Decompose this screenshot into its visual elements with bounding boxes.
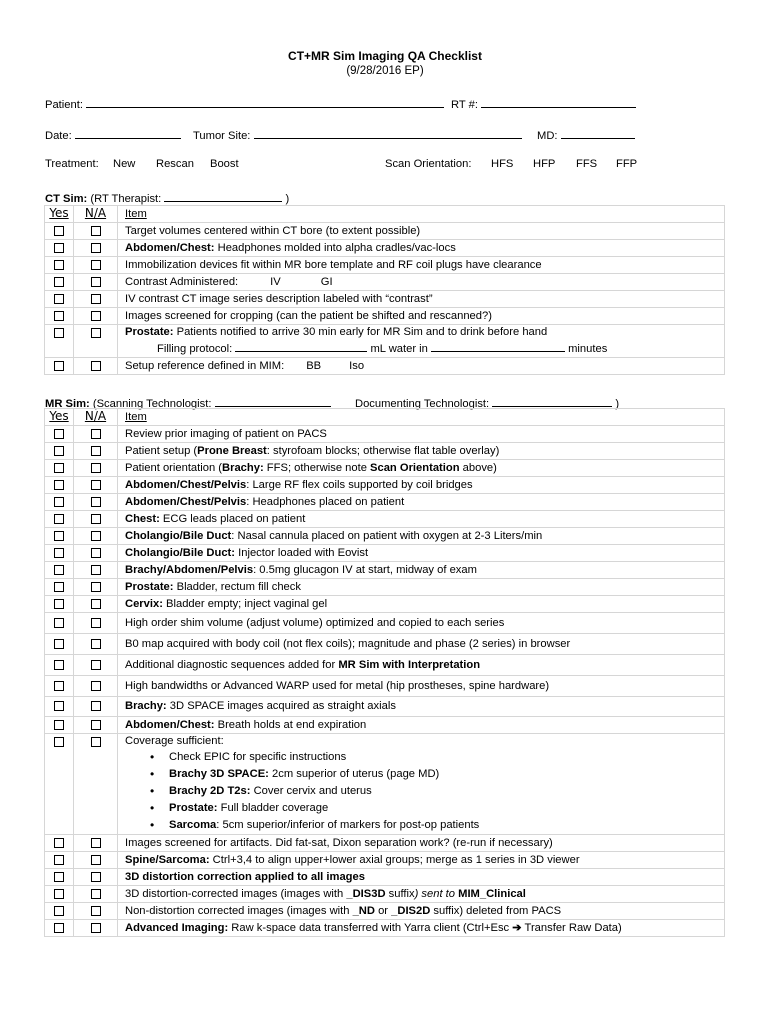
table-row: [45, 358, 725, 375]
yes-checkbox[interactable]: [54, 889, 64, 899]
table-row: [45, 886, 725, 903]
col-item: Item: [125, 207, 147, 220]
item-text: Non-distortion corrected images (images with: [125, 904, 353, 917]
item-label: Abdomen/Chest:: [125, 718, 215, 731]
yes-checkbox[interactable]: [54, 497, 64, 507]
na-checkbox[interactable]: [91, 701, 101, 711]
table-row: [45, 579, 725, 596]
na-checkbox[interactable]: [91, 480, 101, 490]
item-text: Injector loaded with Eovist: [235, 546, 369, 559]
rt-label: RT #:: [451, 99, 478, 111]
scanning-tech-line[interactable]: [215, 395, 331, 407]
table-row: [45, 545, 725, 562]
filling-protocol-line[interactable]: [235, 340, 367, 352]
table-header-row: [45, 206, 725, 223]
item-text: Headphones molded into alpha cradles/vac-locs: [214, 241, 456, 254]
item-label: 3D distortion correction applied to all images: [125, 870, 365, 883]
item-label: Brachy 2D T2s:: [169, 785, 251, 797]
table-row: [45, 494, 725, 511]
na-checkbox[interactable]: [91, 446, 101, 456]
yes-checkbox[interactable]: [54, 855, 64, 865]
na-checkbox[interactable]: [91, 639, 101, 649]
table-row: [45, 325, 725, 358]
page-subtitle: (9/28/2016 EP): [346, 65, 424, 77]
item-text: Patients notified to arrive 30 min early for MR Sim and to drink before hand: [173, 326, 548, 338]
filling-protocol-label: Filling protocol:: [157, 343, 233, 355]
orientation-option-hfp[interactable]: HFP: [533, 158, 556, 170]
na-checkbox[interactable]: [91, 463, 101, 473]
na-checkbox[interactable]: [91, 361, 101, 371]
yes-checkbox[interactable]: [54, 446, 64, 456]
ct-therapist-line[interactable]: [164, 190, 282, 202]
item-label: _DIS3D: [346, 887, 386, 900]
tumor-site-label: Tumor Site:: [193, 130, 251, 142]
item-label: Sarcoma: [169, 819, 217, 831]
list-item: [169, 766, 724, 783]
item-text: : styrofoam blocks; otherwise flat table overlay): [266, 444, 500, 457]
yes-checkbox[interactable]: [54, 639, 64, 649]
orientation-option-hfs[interactable]: HFS: [491, 158, 514, 170]
na-checkbox[interactable]: [91, 294, 101, 304]
item-text: Coverage sufficient:: [125, 735, 224, 747]
item-label: Prostate:: [125, 326, 174, 338]
col-na: N/A: [84, 409, 107, 423]
ct-sim-table: [44, 205, 725, 375]
yes-checkbox[interactable]: [54, 311, 64, 321]
na-checkbox[interactable]: [91, 618, 101, 628]
na-checkbox[interactable]: [91, 855, 101, 865]
item-text: Review prior imaging of patient on PACS: [125, 427, 327, 440]
item-label: Prostate:: [169, 802, 218, 814]
coverage-list: [125, 749, 724, 834]
yes-checkbox[interactable]: [54, 838, 64, 848]
item-text: High order shim volume (adjust volume) optimized and copied to each series: [125, 616, 505, 629]
item-text: Bladder, rectum fill check: [173, 580, 301, 593]
table-row: [45, 852, 725, 869]
treatment-option-new[interactable]: New: [113, 158, 136, 170]
item-label: Abdomen/Chest:: [125, 241, 215, 254]
tumor-site-line[interactable]: [254, 127, 522, 139]
table-header-row: [45, 409, 725, 426]
item-text: High bandwidths or Advanced WARP used for metal (hip prostheses, spine hardware): [125, 679, 550, 692]
table-row: [45, 223, 725, 240]
na-checkbox[interactable]: [91, 599, 101, 609]
contrast-option-iv[interactable]: IV: [270, 275, 281, 288]
date-field[interactable]: [45, 127, 181, 142]
documenting-tech-label: Documenting Technologist:: [355, 398, 490, 410]
yes-checkbox[interactable]: [54, 681, 64, 691]
item-label: Scan Orientation: [370, 461, 460, 474]
table-row: [45, 240, 725, 257]
item-text: Transfer Raw Data): [521, 921, 622, 934]
table-row: [45, 869, 725, 886]
item-label: Prone Breast: [197, 444, 267, 457]
item-text: Patient setup (: [125, 444, 198, 457]
ct-sim-title: CT Sim:: [45, 193, 88, 205]
minutes-line[interactable]: [431, 340, 565, 352]
yes-checkbox[interactable]: [54, 872, 64, 882]
col-yes: Yes: [49, 206, 69, 220]
na-checkbox[interactable]: [91, 243, 101, 253]
item-text: Patient orientation (: [125, 461, 223, 474]
item-label: Spine/Sarcoma:: [125, 853, 210, 866]
na-checkbox[interactable]: [91, 260, 101, 270]
col-na: N/A: [84, 206, 107, 220]
item-label: Advanced Imaging:: [125, 921, 229, 934]
table-row: [45, 274, 725, 291]
ml-water-label: mL water in: [370, 343, 428, 355]
item-label: Brachy/Abdomen/Pelvis: [125, 563, 254, 576]
yes-checkbox[interactable]: [54, 361, 64, 371]
item-text: : Headphones placed on patient: [246, 495, 405, 508]
item-text: FFS; otherwise note: [263, 461, 371, 474]
item-label: Prostate:: [125, 580, 174, 593]
na-checkbox[interactable]: [91, 923, 101, 933]
item-label: Brachy:: [125, 700, 167, 712]
minutes-label: minutes: [568, 343, 608, 355]
table-row: [45, 835, 725, 852]
na-checkbox[interactable]: [91, 906, 101, 916]
orientation-option-ffp[interactable]: FFP: [616, 158, 638, 170]
item-text: Images screened for cropping (can the patient be shifted and rescanned?): [125, 309, 492, 322]
yes-checkbox[interactable]: [54, 480, 64, 490]
item-text: Check EPIC for specific instructions: [169, 751, 347, 763]
yes-checkbox[interactable]: [54, 548, 64, 558]
item-label: _DIS2D: [391, 904, 431, 917]
yes-checkbox[interactable]: [54, 463, 64, 473]
yes-checkbox[interactable]: [54, 243, 64, 253]
item-text: : Nasal cannula placed on patient with oxygen at 2-3 Liters/min: [231, 529, 543, 542]
table-row: [45, 634, 725, 655]
table-row: [45, 596, 725, 613]
item-text: Setup reference defined in MIM:: [125, 359, 285, 372]
tumor-site-field[interactable]: [193, 127, 522, 142]
na-checkbox[interactable]: [91, 838, 101, 848]
item-text: Raw k-space data transferred with Yarra client (Ctrl+Esc: [228, 921, 513, 934]
list-item: [169, 817, 724, 834]
item-text: Images screened for artifacts. Did fat-sat, Dixon separation work? (re-run if necessary): [125, 836, 553, 849]
na-checkbox[interactable]: [91, 582, 101, 592]
item-text: Cover cervix and uterus: [250, 785, 372, 797]
table-row: [45, 291, 725, 308]
na-checkbox[interactable]: [91, 660, 101, 670]
item-label: Abdomen/Chest/Pelvis: [125, 478, 247, 491]
yes-checkbox[interactable]: [54, 660, 64, 670]
date-line[interactable]: [75, 127, 181, 139]
na-checkbox[interactable]: [91, 277, 101, 287]
item-label: Chest:: [125, 512, 160, 525]
item-text: suffix) deleted from PACS: [430, 904, 562, 917]
item-label: MR Sim with Interpretation: [338, 658, 481, 671]
orientation-option-ffs[interactable]: FFS: [576, 158, 598, 170]
item-label: MIM_Clinical: [458, 887, 526, 900]
item-text: B0 map acquired with body coil (not flex coils); magnitude and phase (2 series) in browser: [125, 637, 571, 650]
page-title: CT+MR Sim Imaging QA Checklist: [288, 49, 482, 63]
item-text: suffix: [385, 887, 415, 900]
yes-checkbox[interactable]: [54, 720, 64, 730]
na-checkbox[interactable]: [91, 548, 101, 558]
na-checkbox[interactable]: [91, 311, 101, 321]
item-label: _ND: [352, 904, 375, 917]
yes-checkbox[interactable]: [54, 514, 64, 524]
na-checkbox[interactable]: [91, 720, 101, 730]
col-yes: Yes: [49, 409, 69, 423]
item-label: Cholangio/Bile Duct:: [125, 546, 236, 559]
item-text: Bladder empty; inject vaginal gel: [162, 597, 328, 610]
mr-sim-table: [44, 408, 725, 937]
patient-field[interactable]: [45, 96, 444, 111]
col-item: Item: [125, 410, 147, 423]
item-text: : 0.5mg glucagon IV at start, midway of exam: [253, 563, 477, 576]
item-text: IV contrast CT image series description labeled with “contrast”: [125, 292, 433, 305]
item-text: Contrast Administered:: [125, 275, 239, 288]
setup-option-iso[interactable]: Iso: [349, 359, 365, 372]
yes-checkbox[interactable]: [54, 701, 64, 711]
table-row: [45, 734, 725, 835]
table-row: [45, 443, 725, 460]
table-row: [45, 562, 725, 579]
table-row: [45, 676, 725, 697]
item-text: or: [374, 904, 392, 917]
item-label: Abdomen/Chest/Pelvis: [125, 495, 247, 508]
table-row: [45, 717, 725, 734]
yes-checkbox[interactable]: [54, 565, 64, 575]
list-item: [169, 800, 724, 817]
na-checkbox[interactable]: [91, 565, 101, 575]
na-checkbox[interactable]: [91, 226, 101, 236]
ct-therapist-close: ): [285, 193, 290, 205]
yes-checkbox[interactable]: [54, 260, 64, 270]
setup-option-bb[interactable]: BB: [306, 359, 322, 372]
table-row: [45, 613, 725, 634]
yes-checkbox[interactable]: [54, 599, 64, 609]
item-text: 3D SPACE images acquired as straight axials: [166, 700, 396, 712]
patient-label: Patient:: [45, 99, 83, 111]
yes-checkbox[interactable]: [54, 531, 64, 541]
item-text: to: [445, 887, 456, 900]
treatment-option-boost[interactable]: Boost: [210, 158, 239, 170]
na-checkbox[interactable]: [91, 514, 101, 524]
yes-checkbox[interactable]: [54, 582, 64, 592]
item-text: Full bladder coverage: [217, 802, 329, 814]
documenting-tech-close: ): [615, 398, 620, 410]
table-row: [45, 257, 725, 274]
item-text: Immobilization devices fit within MR bore template and RF coil plugs have clearance: [125, 258, 542, 271]
rt-line[interactable]: [481, 96, 636, 108]
item-text: Ctrl+3,4 to align upper+lower axial groups; merge as 1 series in 3D viewer: [209, 853, 580, 866]
list-item: [169, 749, 724, 766]
yes-checkbox[interactable]: [54, 328, 64, 338]
md-field[interactable]: [537, 127, 635, 142]
item-text: : Large RF flex coils supported by coil bridges: [246, 478, 473, 491]
patient-line[interactable]: [86, 96, 444, 108]
item-label: Cervix:: [125, 597, 163, 610]
item-label: Brachy 3D SPACE:: [169, 768, 269, 780]
yes-checkbox[interactable]: [54, 226, 64, 236]
na-checkbox[interactable]: [91, 872, 101, 882]
md-line[interactable]: [561, 127, 635, 139]
rt-field[interactable]: [451, 96, 636, 111]
scanning-tech-label: (Scanning Technologist:: [92, 398, 212, 410]
date-label: Date:: [45, 130, 72, 142]
item-text: above): [459, 461, 497, 474]
na-checkbox[interactable]: [91, 737, 101, 747]
na-checkbox[interactable]: [91, 889, 101, 899]
item-text: 2cm superior of uterus (page MD): [268, 768, 440, 780]
item-text: 3D distortion-corrected images (images with: [125, 887, 347, 900]
na-checkbox[interactable]: [91, 497, 101, 507]
table-row: [45, 426, 725, 443]
table-row: [45, 511, 725, 528]
yes-checkbox[interactable]: [54, 618, 64, 628]
yes-checkbox[interactable]: [54, 906, 64, 916]
contrast-option-gi[interactable]: GI: [320, 275, 333, 288]
item-label: Brachy:: [222, 461, 264, 474]
table-row: [45, 460, 725, 477]
table-row: [45, 697, 725, 717]
table-row: [45, 903, 725, 920]
na-checkbox[interactable]: [91, 328, 101, 338]
yes-checkbox[interactable]: [54, 429, 64, 439]
yes-checkbox[interactable]: [54, 294, 64, 304]
yes-checkbox[interactable]: [54, 923, 64, 933]
na-checkbox[interactable]: [91, 531, 101, 541]
ct-sim-heading: [45, 190, 289, 205]
table-row: [45, 477, 725, 494]
documenting-tech-line[interactable]: [492, 395, 612, 407]
md-label: MD:: [537, 130, 558, 142]
table-row: [45, 655, 725, 676]
mr-sim-title: MR Sim:: [45, 398, 90, 410]
yes-checkbox[interactable]: [54, 737, 64, 747]
treatment-option-rescan[interactable]: Rescan: [156, 158, 194, 170]
item-text: ECG leads placed on patient: [159, 512, 306, 525]
table-row: [45, 308, 725, 325]
yes-checkbox[interactable]: [54, 277, 64, 287]
item-text: Target volumes centered within CT bore (to extent possible): [125, 224, 421, 237]
scan-orientation-label: Scan Orientation:: [385, 158, 472, 170]
arrow-right-icon: ➔: [512, 921, 522, 934]
item-label: Cholangio/Bile Duct: [125, 529, 232, 542]
ct-therapist-label: (RT Therapist:: [90, 193, 162, 205]
na-checkbox[interactable]: [91, 681, 101, 691]
item-text: Additional diagnostic sequences added for: [125, 658, 339, 671]
item-text: : 5cm superior/inferior of markers for post-op patients: [216, 819, 480, 831]
treatment-label: Treatment:: [45, 158, 99, 170]
table-row: [45, 920, 725, 937]
list-item: [169, 783, 724, 800]
table-row: [45, 528, 725, 545]
item-text: ) sent: [414, 887, 446, 900]
na-checkbox[interactable]: [91, 429, 101, 439]
item-text: Breath holds at end expiration: [214, 718, 367, 731]
